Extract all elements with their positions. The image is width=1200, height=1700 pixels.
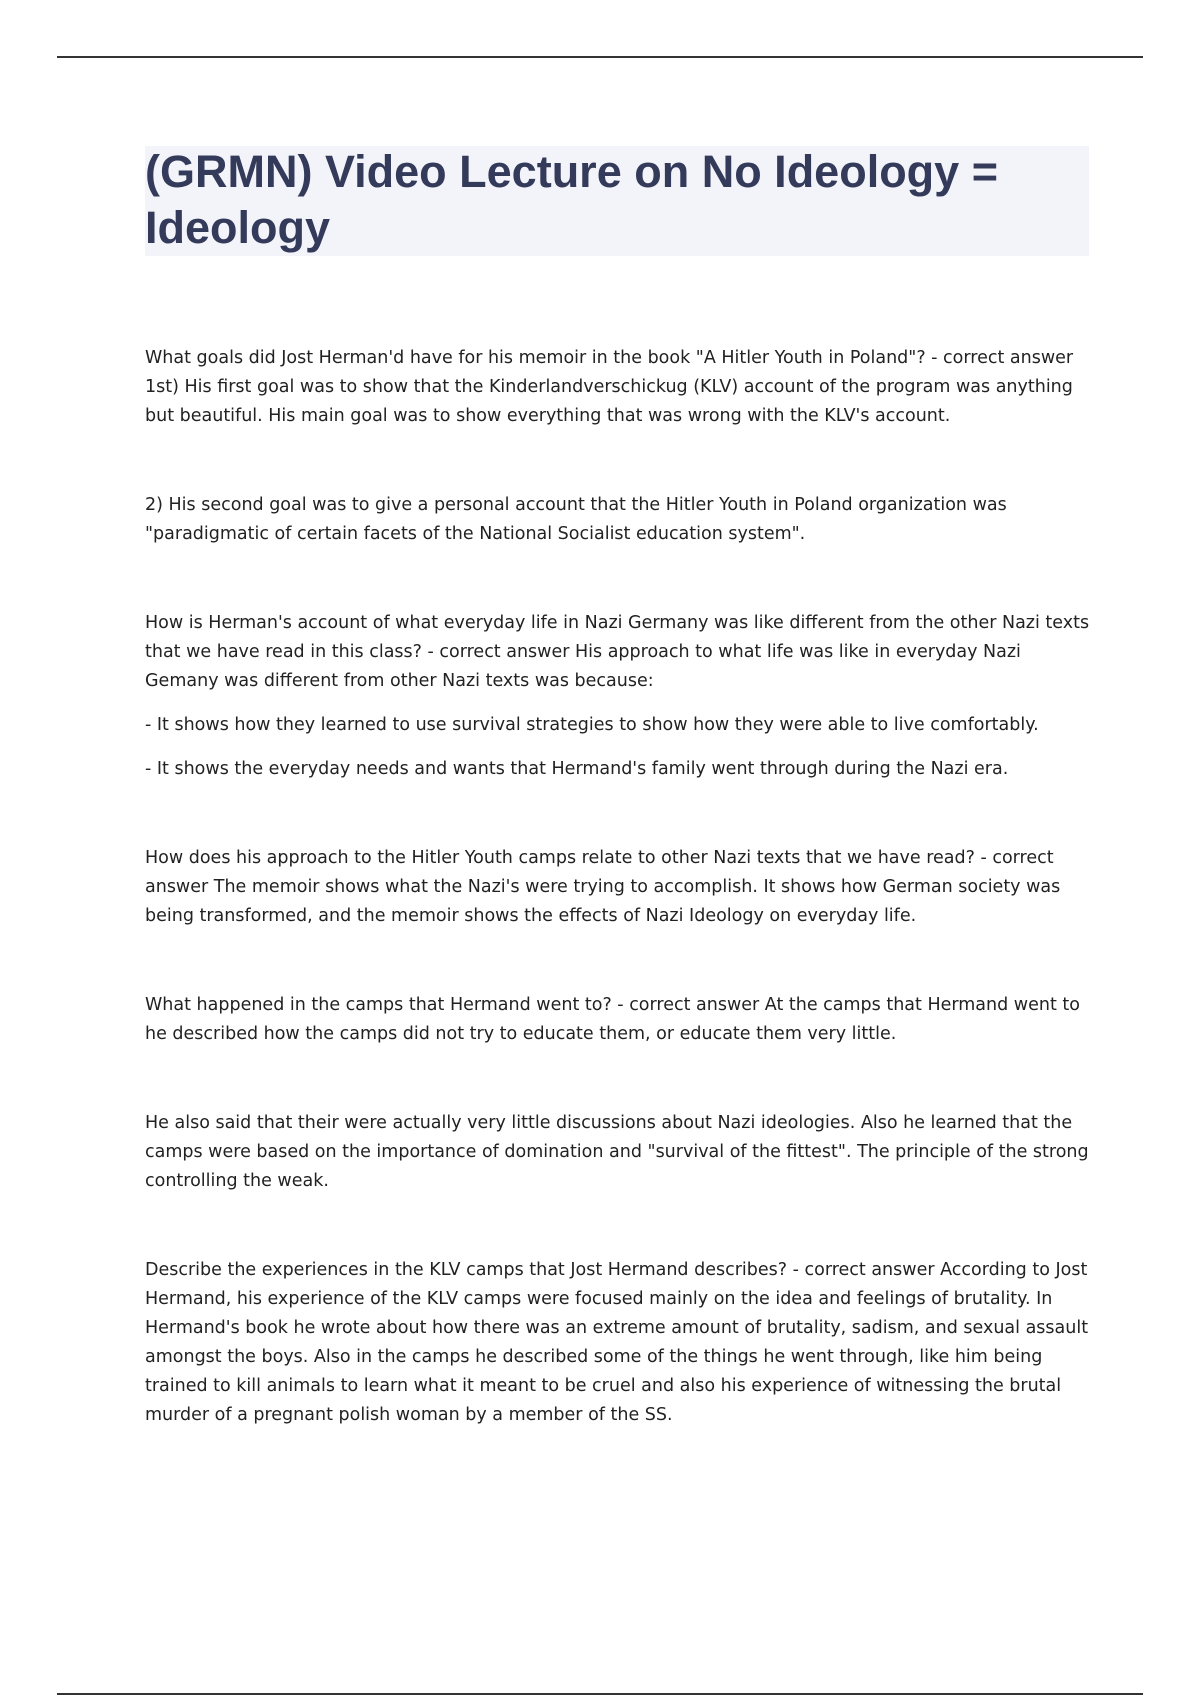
paragraph-klv-experiences: Describe the experiences in the KLV camps that Jost Hermand describes? - correct answer According to Jost Hermand, his experience of the KLV camps were focused mainly on the idea and feelings of brutality. In Hermand's book he wrote about how there was an extreme amount of brutality, sadism, and sexual assault amongst the boys. Also in the camps he described some of the things he went through, like him being trained to kill animals to learn what it meant to be cruel and also his experience of witnessing the brutal murder of a pregnant polish woman by a member of the SS. [145, 1260, 1089, 1425]
footer-rule [57, 1693, 1143, 1695]
paragraph-camps-happened: What happened in the camps that Hermand went to? - correct answer At the camps that Hermand went to he described how the camps did not try to educate them, or educate them very little. [145, 995, 1080, 1044]
paragraph-everyday-life: How is Herman's account of what everyday life in Nazi Germany was like different from the other Nazi texts that we have read in this class? - correct answer His approach to what life was like in everyday Nazi Gemany was different from other Nazi texts was because: [145, 613, 1090, 691]
header-rule [57, 56, 1143, 58]
paragraph-hitler-youth-camps: How does his approach to the Hitler Youth camps relate to other Nazi texts that we have read? - correct answer The memoir shows what the Nazi's were trying to accomplish. It shows how German society was being transformed, and the memoir shows the effects of Nazi Ideology on everyday life. [145, 848, 1061, 926]
paragraph-nazi-ideologies: He also said that their were actually very little discussions about Nazi ideologies. Also he learned that the camps were based on the importance of domination and "survival of the fittest". The principle of the strong controlling the weak. [145, 1113, 1089, 1191]
paragraph-second-goal: 2) His second goal was to give a personal account that the Hitler Youth in Poland organization was "paradigmatic of certain facets of the National Socialist education system". [145, 495, 1007, 544]
list-item-survival-strategies: - It shows how they learned to use survival strategies to show how they were able to live comfortably. [145, 715, 1039, 735]
paragraph-goals-memoir: What goals did Jost Herman'd have for his memoir in the book "A Hitler Youth in Poland"? - correct answer 1st) His first goal was to show that the Kinderlandverschickug (KLV) account of the program was anything but beautiful. His main goal was to show everything that was wrong with the KLV's account. [145, 348, 1074, 426]
list-item-everyday-needs: - It shows the everyday needs and wants that Hermand's family went through during the Nazi era. [145, 759, 1009, 779]
document-body [145, 344, 1095, 1430]
document-title: (GRMN) Video Lecture on No Ideology = Ideology [145, 146, 998, 253]
